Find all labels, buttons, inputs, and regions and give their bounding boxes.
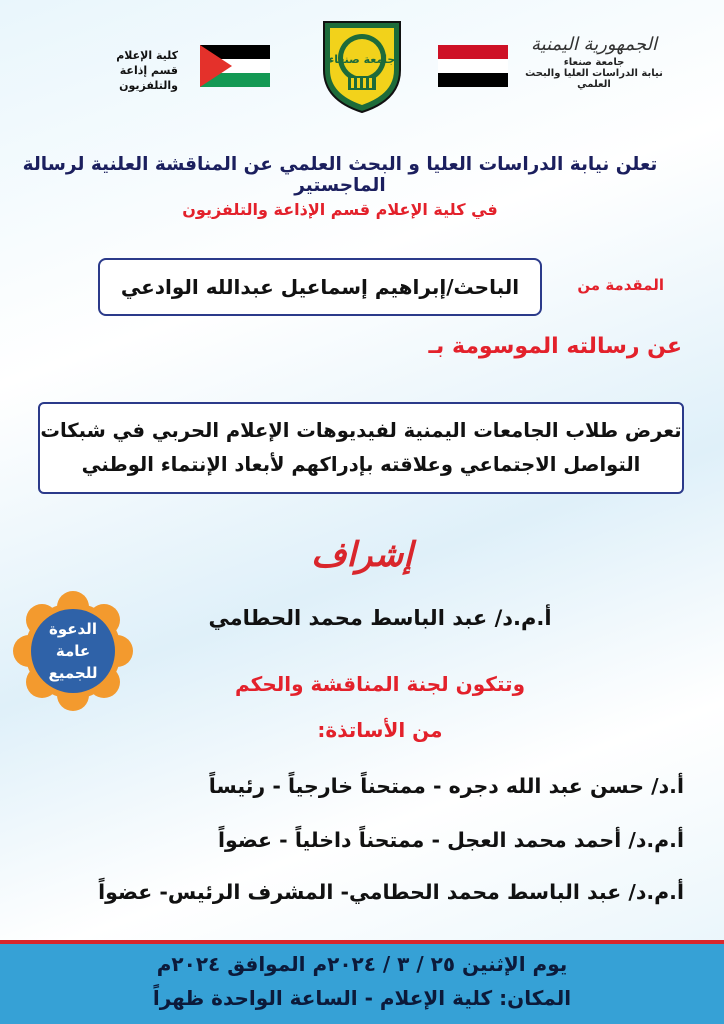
committee-member: أ.م.د/ عبد الباسط محمد الحطامي- المشرف الرئيس- عضواً [98, 880, 684, 904]
committee-member: أ.م.د/ أحمد محمد العجل - ممتحناً داخلياً - عضواً [217, 828, 684, 852]
thesis-title-line1: تعرض طلاب الجامعات اليمنية لفيديوهات الإعلام الحربي في شبكات [40, 419, 682, 442]
logo-text: جامعة صنعاء [328, 53, 396, 66]
announcement-headline: تعلن نيابة الدراسات العليا و البحث العلمي عن المناقشة العلنية لرسالة الماجستير [22, 154, 658, 196]
footer-date: يوم الإثنين ٢٥ / ٣ / ٢٠٢٤م الموافق ٢٠٢٤م [156, 952, 568, 976]
committee-member: أ.د/ حسن عبد الله دجره - ممتحناً خارجياً - رئيساً [208, 774, 684, 798]
public-invitation-badge [8, 590, 138, 712]
department-name: قسم إذاعة والتلفزيون [119, 64, 178, 92]
header-left-block [58, 48, 178, 93]
footer-place: المكان: كلية الإعلام - الساعة الواحدة ظهراً [152, 986, 572, 1010]
committee-title: وتتكون لجنة المناقشة والحكم [235, 672, 525, 696]
committee-subtitle: من الأساتذة: [317, 718, 443, 742]
badge-line2: عامة [55, 642, 91, 660]
faculty-name: كلية الإعلام [116, 49, 178, 62]
thesis-title-line2: التواصل الاجتماعي وعلاقته بإدراكهم لأبعاد الإنتماء الوطني [81, 453, 641, 476]
announcement-subline: في كلية الإعلام قسم الإذاعة والتلفزيون [182, 200, 498, 219]
researcher-name-box [98, 258, 542, 316]
header-right-block [514, 34, 674, 90]
supervision-title: إشراف [311, 535, 413, 575]
presented-by-label: المقدمة من [577, 276, 664, 294]
badge-line3: للجميع [48, 664, 98, 682]
deanship-name: نيابة الدراسات العليا والبحث العلمي [525, 68, 663, 90]
researcher-name: الباحث/إبراهيم إسماعيل عبدالله الوادعي [120, 275, 520, 299]
university-name: جامعة صنعاء [563, 57, 625, 68]
yemen-flag-icon [438, 45, 508, 87]
university-logo-icon [318, 18, 406, 114]
supervisor-name: أ.م.د/ عبد الباسط محمد الحطامي [208, 606, 552, 630]
republic-title: الجمهورية اليمنية [530, 34, 658, 55]
thesis-title-box [38, 402, 684, 494]
thesis-label: عن رسالته الموسومة بـ [428, 334, 682, 359]
palestine-flag-icon [200, 45, 270, 87]
badge-line1: الدعوة [49, 620, 97, 638]
